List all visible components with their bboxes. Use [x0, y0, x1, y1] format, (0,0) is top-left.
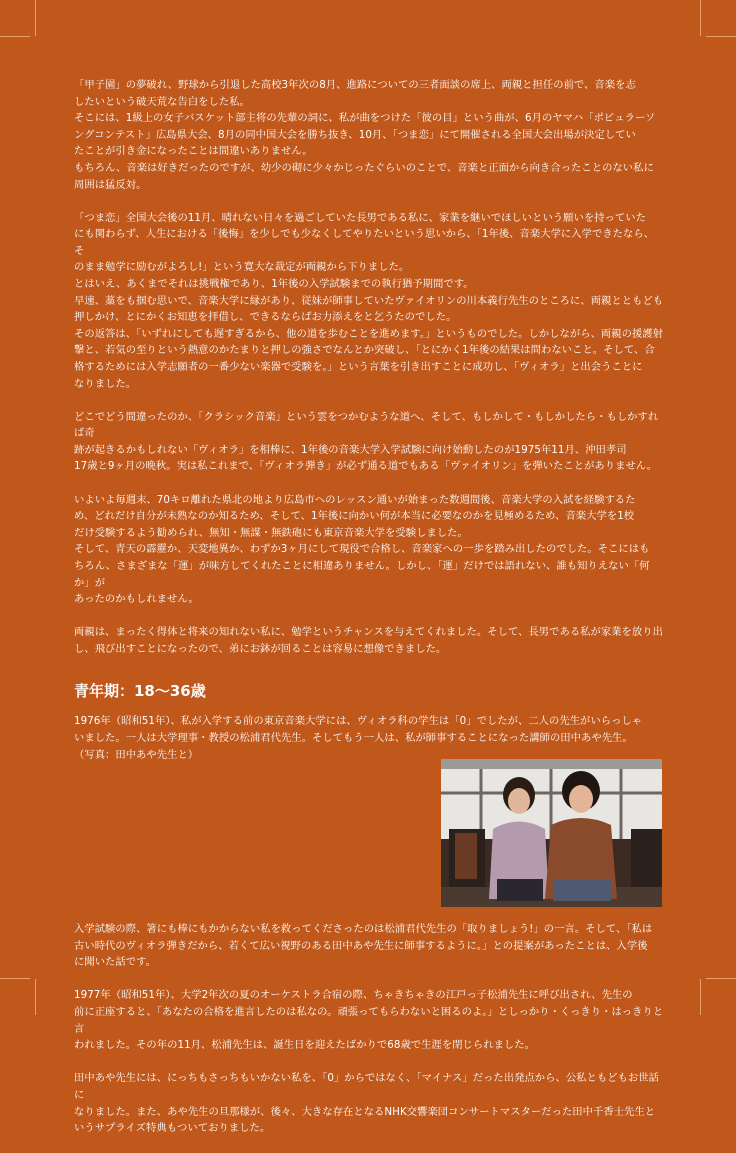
- paragraph: 1977年（昭和51年）、大学2年次の夏のオーケストラ合宿の際、ちゃきちゃきの江戸っ子松浦先生に呼び出され、先生の 前に正座すると、「あなたの合格を進言したのは私なの。頑張ってもらわないと困るのよ。」としっかり・くっきり・はっきりと言 われました。その年の11月、松浦先生は、誕生日を迎えたばかりで68歳で生涯を閉じられました。: [74, 989, 664, 1052]
- crop-mark: [706, 36, 736, 37]
- paragraph: 両親は、まったく得体と将来の知れない私に、勉学というチャンスを与えてくれました。そして、長男である私が家業を放り出 し、飛び出すことになったので、弟にお鉢が回ることは容易に想像できました。: [74, 626, 663, 655]
- bottom-section: [74, 921, 664, 1137]
- photo-image: [441, 759, 662, 907]
- paragraph: 「つま恋」全国大会後の11月、晴れない日々を過ごしていた長男である私に、家業を継いでほしいという願いを持っていた にも関わらず、人生における「後悔」を少しでも少なくしてやりたいという思いから、「1年後、音楽大学に入学できたなら、そ のまま勉学に励むがよろし!」という寛大な裁定が両親から下りました。 とはいえ、あくまでそれは挑戦権であり、1年後の入学試験までの執行猶予期間です。 早速、藁をも掴む思いで、音楽大学に縁があり、従妹が師事していたヴァイオリンの川本義行先生のところに、両親とともども 押しかけ、とにかくお知恵を拝借し、できるならばお力添えをと乞うたのでした。 その返答は、「いずれにしても遅すぎるから、他の道を歩むことを進めます。」というものでした。しかしながら、両親の援護射 撃と、若気の至りという熱意のかたまりと押しの強さでなんとか突破し、「とにかく1年後の結果は問わないこと。そして、合 格するためには入学志願者の一番少ない楽器で受験を。」という言葉を引き出すことに成功し、「ヴィオラ」と出会うことに なりました。: [74, 211, 664, 390]
- section-heading: 青年期：18～36歳: [74, 682, 206, 701]
- crop-mark: [35, 0, 36, 36]
- photo-row: [74, 759, 664, 911]
- crop-mark: [706, 978, 736, 979]
- crop-mark: [35, 979, 36, 1015]
- paragraph: 1976年（昭和51年）、私が入学する前の東京音楽大学には、ヴィオラ科の学生は「0」でしたが、二人の先生がいらっしゃ いました。一人は大学理事・教授の松浦君代先生。そしてもう一人は、私が師事することになった講師の田中あや先生。 （写真：田中あや先生と）: [74, 715, 643, 761]
- crop-mark: [700, 0, 701, 36]
- paragraph: どこでどう間違ったのか、「クラシック音楽」という雲をつかむような道へ、そして、もしかして・もしかしたら・もしかすれば奇 跡が起きるかもしれない「ヴィオラ」を相棒に、1年後の音楽大学入学試験に向け始動したのが1975年11月、沖田孝司 17歳と9ヶ月の晩秋。実は私これまで、「ヴィオラ弾き」が必ず通る道でもある「ヴァイオリン」を弾いたことがありません。: [74, 410, 659, 473]
- crop-mark: [0, 36, 30, 37]
- paragraph: いよいよ毎週末、70キロ離れた県北の地より広島市へのレッスン通いが始まった数週間後、音楽大学の入試を経験するた め、どれだけ自分が未熟なのか知るため、そして、1年後に向かい何が本当に必要なのかを見極めるため、音楽大学を1校 だけ受験するよう勧められ、無知・無謀・無鉄砲にも東京音楽大学を受験しました。 そして、青天の霹靂か、天変地異か、わずか3ヶ月にして現役で合格し、音楽家への一歩を踏み出したのでした。そこにはも ちろん、さまざまな「運」が味方してくれたことに相違ありません。しかし、「運」だけでは語れない、誰も知りえない「何か」が あったのかもしれません。: [74, 493, 650, 606]
- paragraph: 「甲子園」の夢破れ、野球から引退した高校3年次の8月、進路についての三者面談の席上、両親と担任の前で、音楽を志 したいという破天荒な告白をした私。 そこには、1級上の女子バスケット部主将の先輩の詞に、私が曲をつけた「彼の目」という曲が、6月のヤマハ「ポピュラーソ ングコンテスト」広島県大会、8月の同中国大会を勝ち抜き、10月、「つま恋」にて開催される全国大会出場が決定してい たことが引き金になったことは間違いありません。 もちろん、音楽は好きだったのですが、幼少の砌に少々かじったぐらいのことで、音楽と正面から向き合ったことのない私に 周囲は猛反対。: [74, 79, 656, 191]
- photo-teacher-and-student: [441, 759, 662, 907]
- crop-mark: [700, 979, 701, 1015]
- page-content: [74, 77, 664, 1153]
- crop-mark: [0, 978, 30, 979]
- paragraph: 田中あや先生には、にっちもさっちもいかない私を、「0」からではなく、「マイナス」だった出発点から、公私ともどもお世話に なりました。また、あや先生の旦那様が、後々、大きな存在となるNHK交響楽団コンサートマスターだった田中千香士先生と いうサプライズ特典もついておりました。: [74, 1072, 659, 1135]
- paragraph: 入学試験の際、箸にも棒にもかからない私を救ってくださったのは松浦君代先生の「取りましょう!」の一言。そして、「私は 古い時代のヴィオラ弾きだから、若くて広い視野のある田中あや先生に師事するように。」との提案があったことは、入学後 に聞いた話です。: [74, 923, 653, 969]
